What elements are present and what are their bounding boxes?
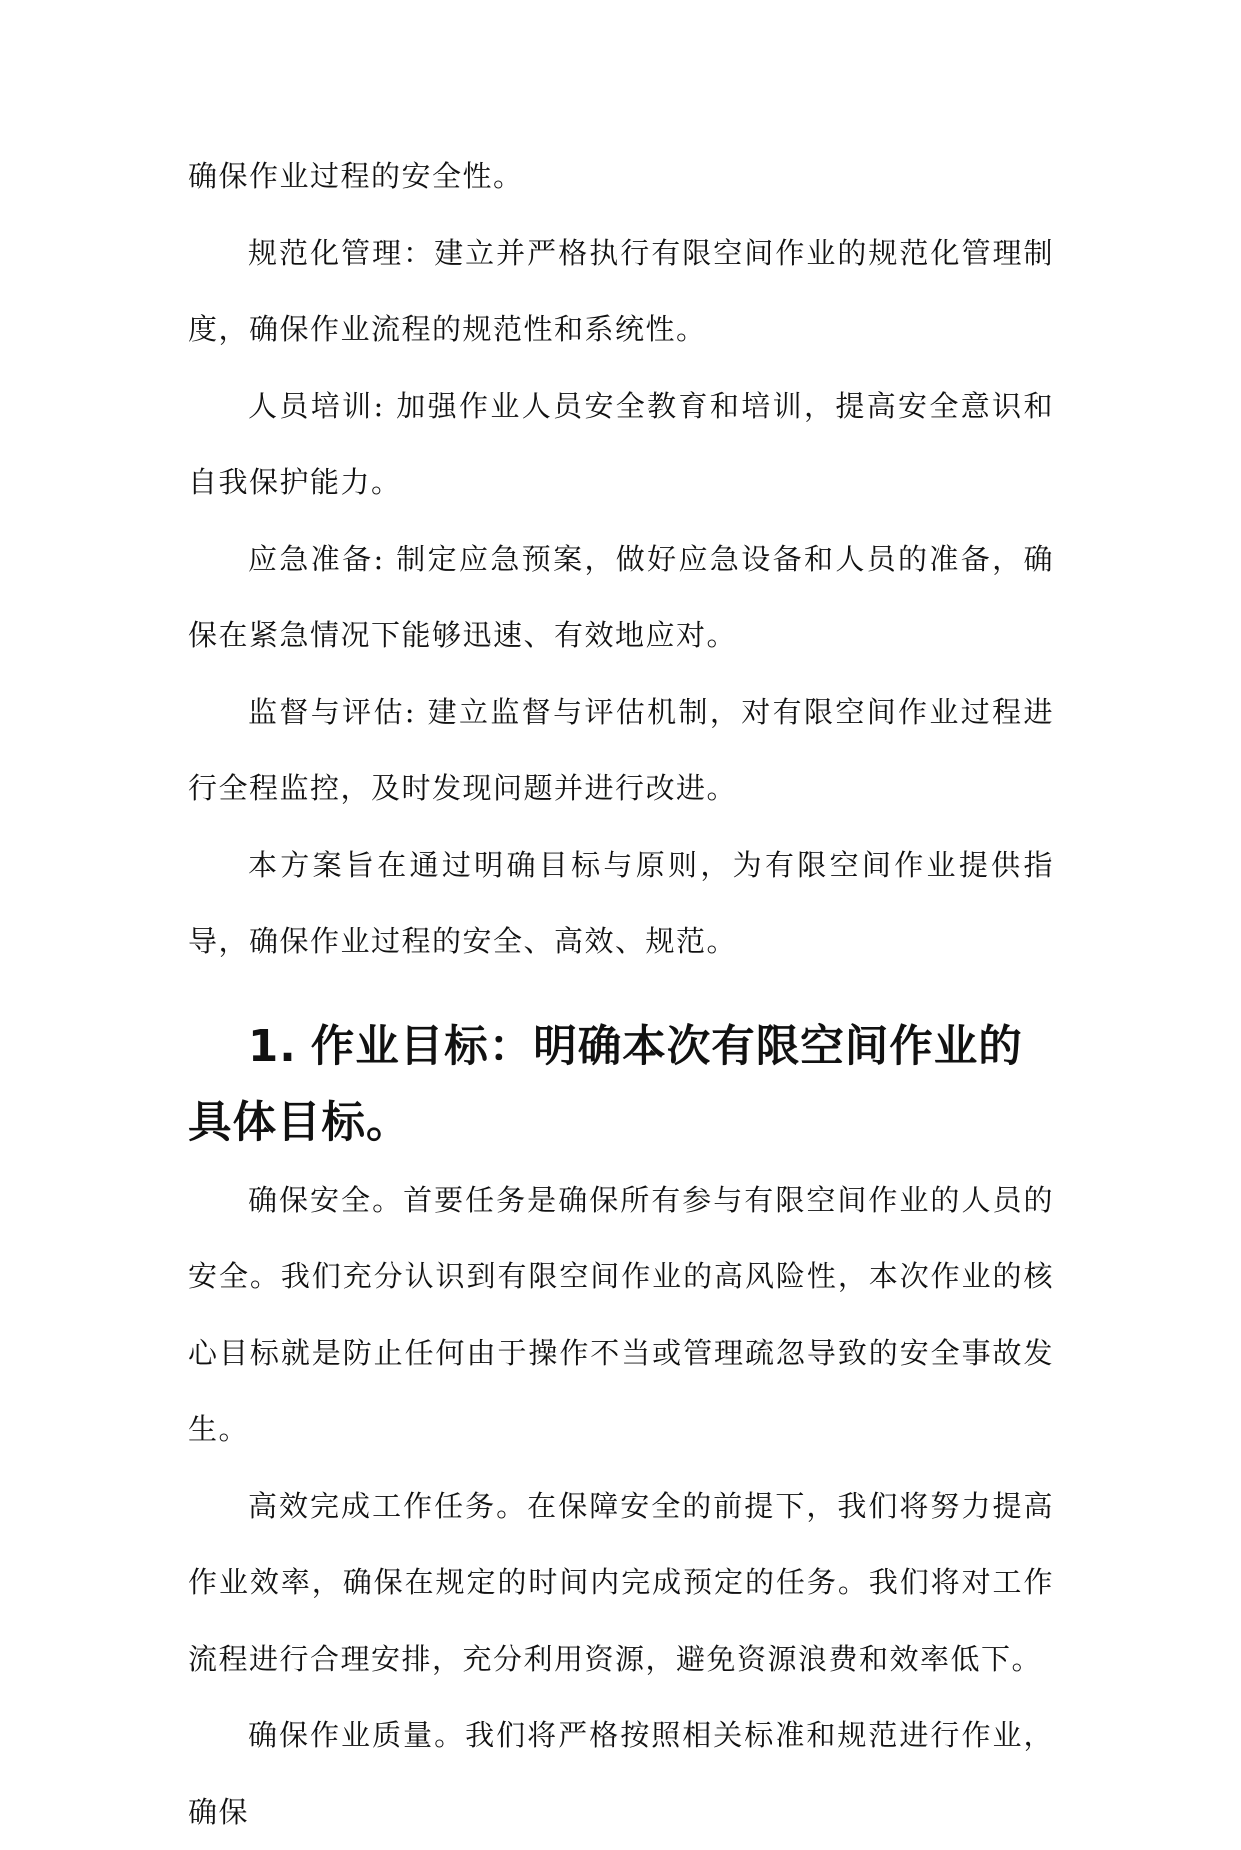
section-heading-text: 作业目标：明确本次有限空间作业的具体目标。 — [188, 1021, 1023, 1148]
paragraph: 确保作业过程的安全性。 — [188, 159, 524, 193]
document-body — [188, 138, 1054, 1850]
paragraph: 应急准备: 制定应急预案，做好应急设备和人员的准备，确保在紧急情况下能够迅速、有效地应对。 — [188, 541, 1054, 652]
paragraph: 规范化管理：建立并严格执行有限空间作业的规范化管理制度，确保作业流程的规范性和系统性。 — [188, 235, 1054, 346]
section-number: 1. — [248, 1021, 297, 1072]
paragraph: 确保作业质量。我们将严格按照相关标准和规范进行作业，确保 — [188, 1718, 1054, 1829]
paragraph: 本方案旨在通过明确目标与原则，为有限空间作业提供指导，确保作业过程的安全、高效、规范。 — [188, 847, 1054, 958]
paragraph: 人员培训: 加强作业人员安全教育和培训，提高安全意识和自我保护能力。 — [188, 388, 1054, 499]
paragraph: 监督与评估: 建立监督与评估机制，对有限空间作业过程进行全程监控，及时发现问题并进行改进。 — [188, 694, 1054, 805]
paragraph: 高效完成工作任务。在保障安全的前提下，我们将努力提高作业效率，确保在规定的时间内完成预定的任务。我们将对工作流程进行合理安排，充分利用资源，避免资源浪费和效率低下。 — [188, 1488, 1054, 1676]
paragraph: 确保安全。首要任务是确保所有参与有限空间作业的人员的安全。我们充分认识到有限空间作业的高风险性，本次作业的核心目标就是防止任何由于操作不当或管理疏忽导致的安全事故发生。 — [188, 1182, 1054, 1446]
section-heading — [188, 1009, 1054, 1162]
